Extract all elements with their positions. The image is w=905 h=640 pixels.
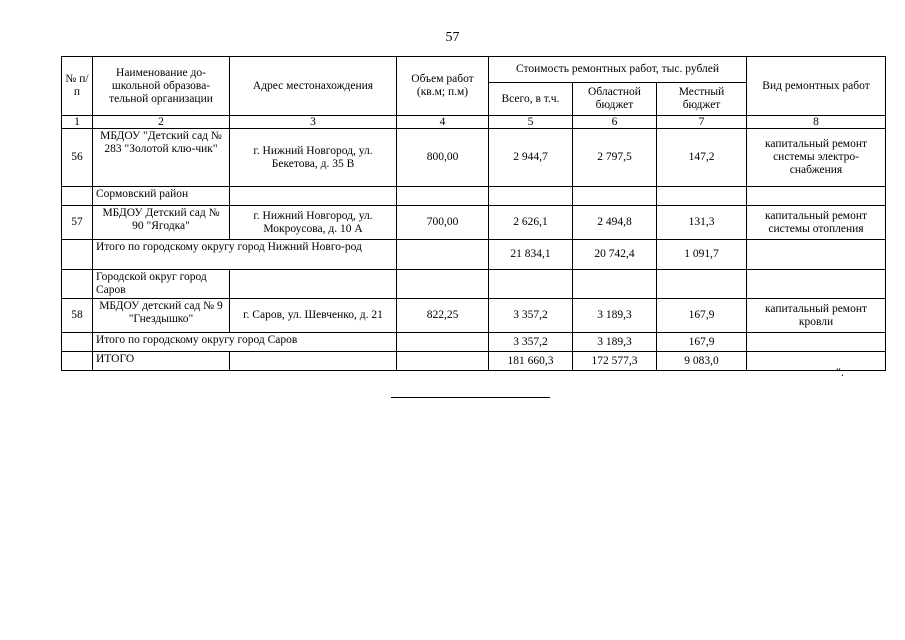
table-row [62, 129, 886, 187]
header-volume: Объем работ (кв.м; п.м) [397, 57, 489, 116]
work-volume: 700,00 [397, 206, 489, 240]
cost-regional: 2 797,5 [573, 129, 657, 187]
header-address: Адрес местонахождения [230, 57, 397, 116]
empty-cell [62, 333, 93, 352]
row-number: 57 [62, 206, 93, 240]
empty-cell [62, 352, 93, 371]
cost-total: 181 660,3 [489, 352, 573, 371]
empty-cell [62, 270, 93, 299]
empty-cell [62, 187, 93, 206]
empty-cell [489, 187, 573, 206]
empty-cell [747, 240, 886, 270]
work-type: капитальный ремонт системы отопления [747, 206, 886, 240]
section-title: Городской округ город Саров [93, 270, 230, 299]
cost-regional: 172 577,3 [573, 352, 657, 371]
organization-address: г. Нижний Новгород, ул. Бекетова, д. 35 В [230, 129, 397, 187]
section-row [62, 270, 886, 299]
cost-local: 147,2 [657, 129, 747, 187]
empty-cell [230, 187, 397, 206]
organization-name: МБДОУ "Детский сад № 283 "Золотой клю-чик" [93, 129, 230, 187]
cost-regional: 3 189,3 [573, 333, 657, 352]
empty-cell [747, 270, 886, 299]
empty-cell [747, 333, 886, 352]
header-num: № п/п [62, 57, 93, 116]
column-number: 2 [93, 116, 230, 129]
table-row [62, 206, 886, 240]
cost-total: 3 357,2 [489, 333, 573, 352]
work-type: капитальный ремонт кровли [747, 299, 886, 333]
closing-mark: ". [836, 365, 844, 379]
subtotal-label: Итого по городскому округу город Саров [93, 333, 397, 352]
cost-total: 21 834,1 [489, 240, 573, 270]
header-name: Наименование до-школьной образова-тельной организации [93, 57, 230, 116]
column-number: 5 [489, 116, 573, 129]
header-regional: Областной бюджет [573, 83, 657, 116]
header-work-type: Вид ремонтных работ [747, 57, 886, 116]
column-number: 1 [62, 116, 93, 129]
cost-local: 9 083,0 [657, 352, 747, 371]
section-title: Сормовский район [93, 187, 230, 206]
cost-local: 167,9 [657, 299, 747, 333]
page-number: 57 [445, 30, 460, 45]
cost-local: 1 091,7 [657, 240, 747, 270]
cost-total: 3 357,2 [489, 299, 573, 333]
cost-regional: 20 742,4 [573, 240, 657, 270]
column-number: 3 [230, 116, 397, 129]
header-cost-group: Стоимость ремонтных работ, тыс. рублей [489, 57, 747, 83]
empty-cell [397, 187, 489, 206]
header-total: Всего, в т.ч. [489, 83, 573, 116]
empty-cell [230, 270, 397, 299]
work-volume: 800,00 [397, 129, 489, 187]
row-number: 56 [62, 129, 93, 187]
empty-cell [657, 270, 747, 299]
signature-line [391, 397, 550, 398]
subtotal-row [62, 333, 886, 352]
empty-cell [747, 187, 886, 206]
organization-address: г. Саров, ул. Шевченко, д. 21 [230, 299, 397, 333]
organization-name: МБДОУ детский сад № 9 "Гнездышко" [93, 299, 230, 333]
organization-name: МБДОУ Детский сад № 90 "Ягодка" [93, 206, 230, 240]
work-type: капитальный ремонт системы электро-снабжения [747, 129, 886, 187]
empty-cell [573, 270, 657, 299]
subtotal-row [62, 240, 886, 270]
grand-total-label: ИТОГО [93, 352, 230, 371]
empty-cell [573, 187, 657, 206]
row-number: 58 [62, 299, 93, 333]
empty-cell [62, 240, 93, 270]
cost-total: 2 944,7 [489, 129, 573, 187]
empty-cell [747, 352, 886, 371]
cost-local: 167,9 [657, 333, 747, 352]
organization-address: г. Нижний Новгород, ул. Мокроусова, д. 10 А [230, 206, 397, 240]
column-number: 8 [747, 116, 886, 129]
empty-cell [489, 270, 573, 299]
empty-cell [397, 352, 489, 371]
empty-cell [397, 240, 489, 270]
empty-cell [230, 352, 397, 371]
section-row [62, 187, 886, 206]
subtotal-label: Итого по городскому округу город Нижний Новго-род [93, 240, 397, 270]
column-number-row [62, 116, 886, 129]
cost-local: 131,3 [657, 206, 747, 240]
work-volume: 822,25 [397, 299, 489, 333]
empty-cell [397, 333, 489, 352]
cost-regional: 3 189,3 [573, 299, 657, 333]
header-local: Местный бюджет [657, 83, 747, 116]
cost-total: 2 626,1 [489, 206, 573, 240]
empty-cell [397, 270, 489, 299]
table-body [62, 116, 886, 371]
column-number: 7 [657, 116, 747, 129]
repair-cost-table [61, 56, 886, 371]
column-number: 4 [397, 116, 489, 129]
table-row [62, 299, 886, 333]
cost-regional: 2 494,8 [573, 206, 657, 240]
column-number: 6 [573, 116, 657, 129]
grand-total-row [62, 352, 886, 371]
empty-cell [657, 187, 747, 206]
